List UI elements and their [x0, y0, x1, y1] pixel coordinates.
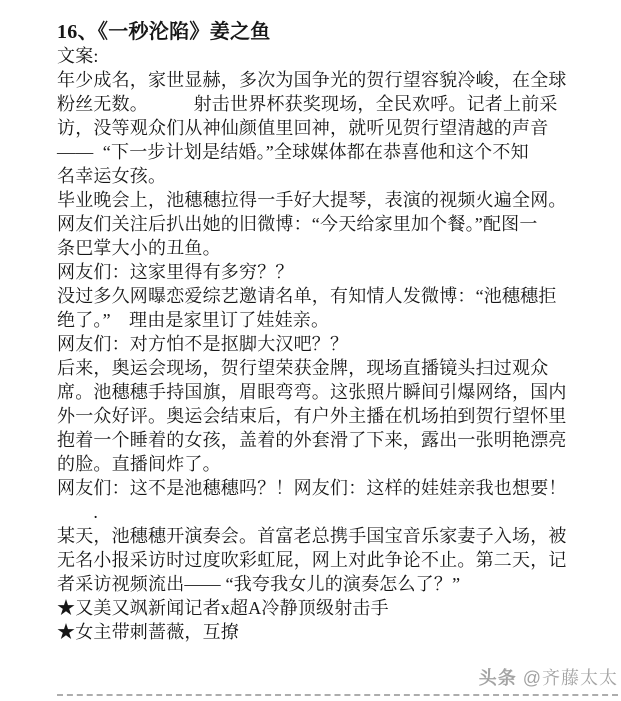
text-line: 某天，池穗穗开演奏会。首富老总携手国宝音乐家妻子入场，被	[57, 526, 567, 546]
text-line: —— “下一步计划是结婚。”全球媒体都在恭喜他和这个不知	[57, 142, 529, 162]
text-line: 后来，奥运会现场，贺行望荣获金牌，现场直播镜头扫过观众	[57, 358, 549, 378]
text-line: 名幸运女孩。	[57, 166, 167, 186]
text-line: 席。池穗穗手持国旗，眉眼弯弯。这张照片瞬间引爆网络，国内	[57, 382, 567, 402]
text-line: 外一众好评。奥运会结束后，有户外主播在机场拍到贺行望怀里	[57, 406, 567, 426]
text-line: 网友们：这不是池穗穗吗？！网友们：这样的娃娃亲我也想要！	[57, 478, 567, 498]
section-label: 文案:	[57, 46, 99, 66]
page-title: 16、《一秒沦陷》姜之鱼	[57, 21, 271, 43]
text-line: 年少成名，家世显赫，多次为国争光的贺行望容貌冷峻，在全球	[57, 70, 567, 90]
text-line: 没过多久网曝恋爱综艺邀请名单，有知情人发微博：“池穗穗拒	[57, 286, 557, 306]
text-line: 的脸。直播间炸了。	[57, 454, 221, 474]
text-line: ★又美又飒新闻记者x超A冷静顶级射击手	[57, 598, 389, 618]
text-line: .	[57, 502, 99, 522]
text-line: 访，没等观众们从神仙颜值里回神，就听见贺行望清越的声音	[57, 118, 549, 138]
text-line: 绝了。” 理由是家里订了娃娃亲。	[57, 310, 330, 330]
text-line: 网友们：对方怕不是抠脚大汉吧？？	[57, 334, 349, 354]
text-line: 网友们：这家里得有多穷？？	[57, 262, 294, 282]
text-line: 网友们关注后扒出她的旧微博：“今天给家里加个餐。”配图一	[57, 214, 538, 234]
text-line: 条巴掌大小的丑鱼。	[57, 238, 221, 258]
text-line: 无名小报采访时过度吹彩虹屁，网上对此争论不止。第二天，记	[57, 550, 567, 570]
bottom-divider	[57, 694, 618, 696]
watermark-handle: @齐藤太太	[522, 668, 618, 688]
text-line: 毕业晚会上，池穗穗拉得一手好大提琴，表演的视频火遍全网。	[57, 190, 567, 210]
text-line: 粉丝无数。 射击世界杯获奖现场，全民欢呼。记者上前采	[57, 94, 558, 114]
text-line: 者采访视频流出—— “我夸我女儿的演奏怎么了？”	[57, 574, 461, 594]
text-line: ★女主带刺蔷薇，互撩	[57, 622, 239, 642]
text-line: 抱着一个睡着的女孩，盖着的外套滑了下来，露出一张明艳漂亮	[57, 430, 567, 450]
watermark-brand: 头条	[478, 668, 517, 688]
body-text	[57, 68, 618, 644]
watermark	[479, 668, 618, 688]
footer-row	[57, 666, 618, 692]
